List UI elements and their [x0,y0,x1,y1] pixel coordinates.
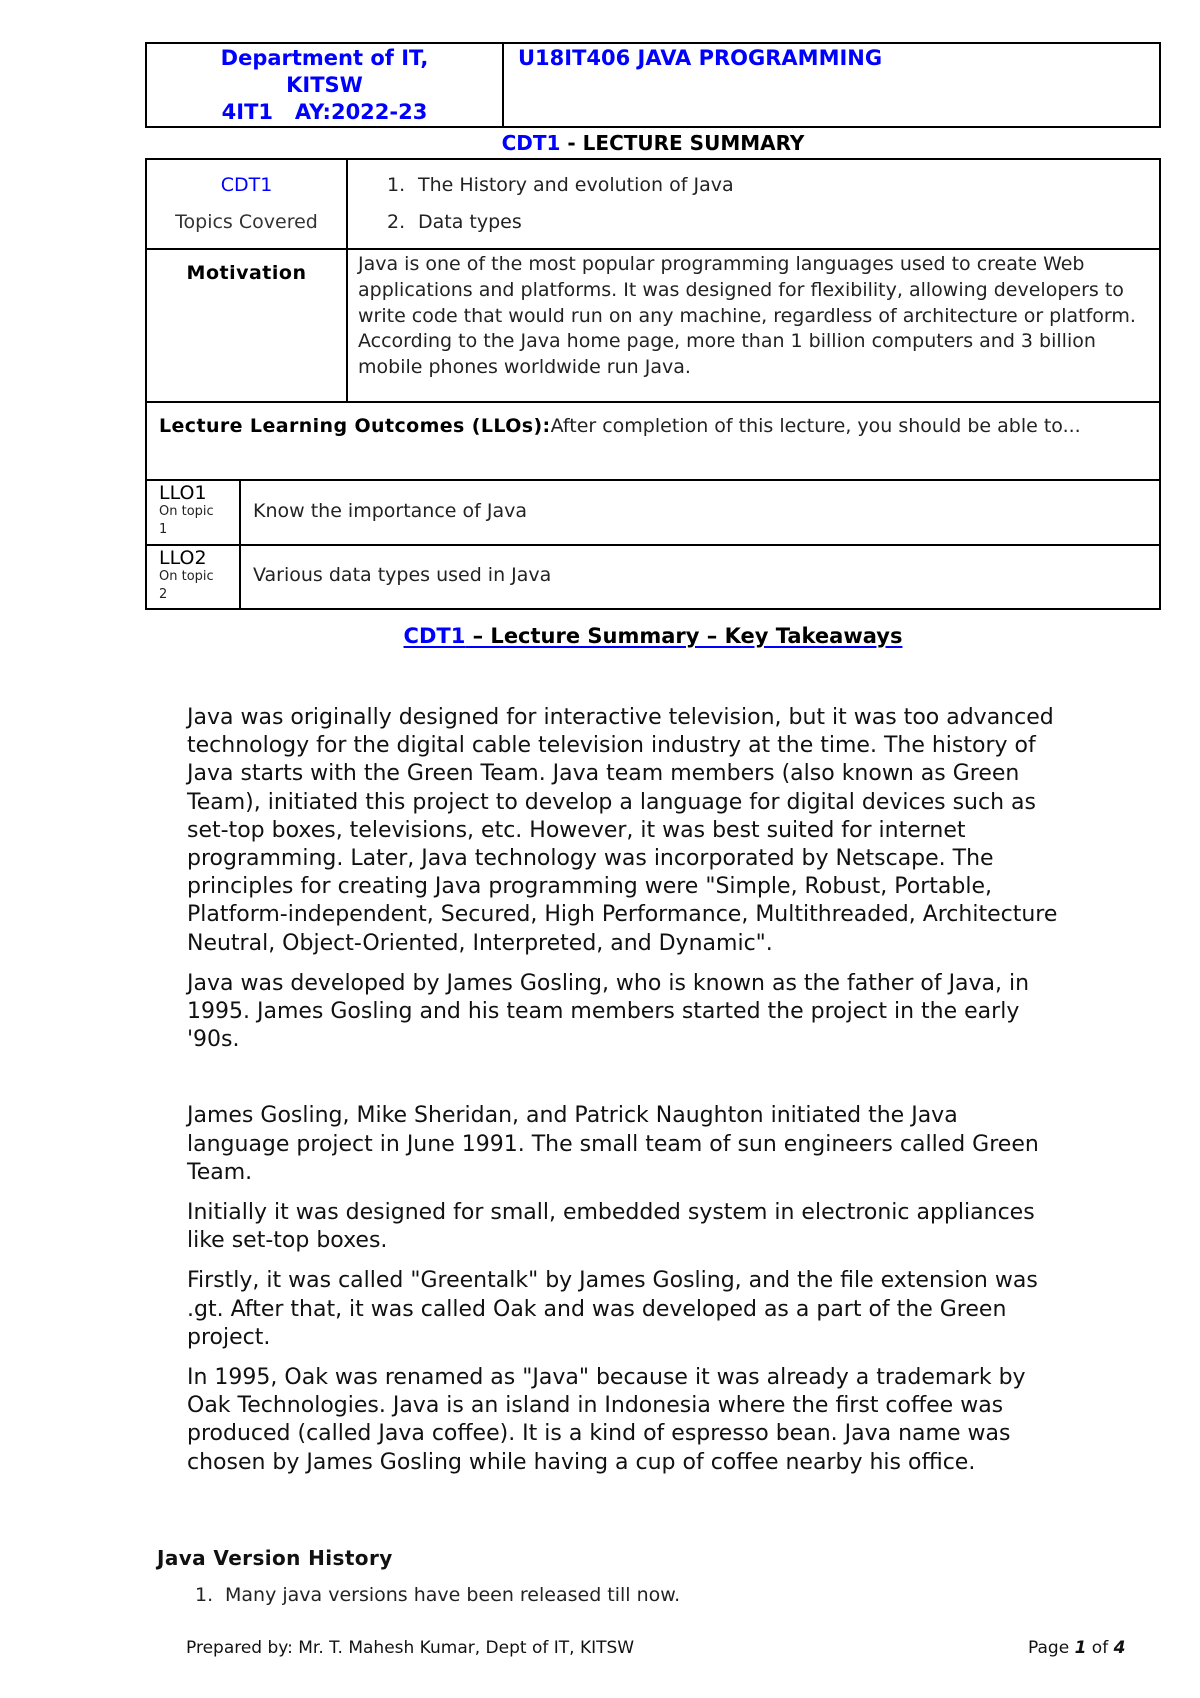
paragraph: James Gosling, Mike Sheridan, and Patrick Naughton initiated the Java language project in June 1991. The small team of sun engineers called Green Team. [187,1103,1039,1185]
topics-list [348,160,1159,248]
header-table [145,42,1161,128]
llo-row-2 [147,546,1159,608]
topic-number: 1. [387,174,406,196]
key-takeaways-body [187,704,1067,1489]
llo-heading-bold: Lecture Learning Outcomes (LLOs): [159,415,551,437]
paragraph: Java was developed by James Gosling, who is known as the father of Java, in 1995. James Gosling and his team members started the project in the early '90s. [187,970,1030,1053]
llo-id-cell [147,481,241,544]
motivation-row [147,250,1159,403]
motivation-label: Motivation [147,250,348,401]
llo-heading-text: After completion of this lecture, you should be able to... [550,415,1081,437]
llo-text: Various data types used in Java [253,564,552,586]
batch-year-line: 4IT1 AY:2022-23 [221,100,428,124]
department-line-2: KITSW [286,73,363,97]
key-takeaways-code: CDT1 [403,624,466,648]
topics-row [147,160,1159,250]
key-takeaways-heading-underlined [404,624,903,648]
topic-number: 2. [387,211,406,233]
topics-label: Topics Covered [175,211,318,233]
paragraph: Firstly, it was called "Greentalk" by James Gosling, and the file extension was .gt. After that, it was called Oak and was developed as a part of the Green project. [187,1268,1038,1350]
paragraph: Java was originally designed for interactive television, but it was too advanced technology for the digital cable television industry at the time. The history of Java starts with the Green Team. Java team members (also known as Green Team), initiated this project to develop a language for digital devices such as set-top boxes, televisions, etc. However, it was best suited for internet programming. Later, Java technology was incorporated by Netscape. The principles for creating Java programming were "Simple, Robust, Portable, Platform-independent, Secured, High Performance, Multithreaded, Architecture Neutral, Object-Oriented, Interpreted, and Dynamic". [187,705,1058,956]
llo-text: Know the importance of Java [253,499,528,522]
topic-item [387,209,1159,246]
llo-topic-number: 1 [159,522,168,537]
llo-heading-row [147,403,1159,481]
llo-topic-label: On topic [159,504,214,519]
lecture-summary-table [145,158,1161,610]
course-title: U18IT406 JAVA PROGRAMMING [518,46,883,70]
llo-heading [159,413,1081,479]
llo-id-cell [147,546,241,608]
page-of: of [1086,1638,1114,1658]
version-item-text: Many java versions have been released till now. [225,1584,681,1606]
key-takeaways-title-text: – Lecture Summary – Key Takeaways [465,624,903,648]
department-cell [147,44,504,126]
page-current: 1 [1074,1638,1087,1658]
topics-code: CDT1 [220,174,273,196]
paragraph: In 1995, Oak was renamed as "Java" because it was already a trademark by Oak Technologies. Java is an island in Indonesia where the first coffee was produced (called Java coffee). It is a kind of espresso bean. Java name was chosen by James Gosling while having a cup of coffee nearby his office. [187,1365,1026,1475]
llo-id: LLO1 [159,482,207,504]
version-item-number: 1. [195,1584,214,1606]
page-total: 4 [1113,1638,1126,1658]
department-line-1: Department of IT, [220,46,429,70]
motivation-text: Java is one of the most popular programming languages used to create Web applications and platforms. It was designed for flexibility, allowing developers to write code that would run on any machine, regardless of architecture or platform. According to the Java home page, more than 1 billion computers and 3 billion mobile phones worldwide run Java. [358,253,1136,379]
lecture-summary-title [145,130,1161,156]
version-history-heading: Java Version History [157,1546,393,1570]
version-history-item [195,1582,680,1608]
footer-prepared-by: Prepared by: Mr. T. Mahesh Kumar, Dept of IT, KITSW [186,1638,635,1658]
page-prefix: Page [1028,1638,1075,1658]
footer-page-number [1028,1637,1125,1659]
llo-id: LLO2 [159,547,207,569]
topics-label-cell [147,160,348,248]
llo-row-1 [147,481,1159,546]
llo-topic-label: On topic [159,569,214,584]
llo-topic-number: 2 [159,587,168,602]
paragraph: Initially it was designed for small, embedded system in electronic appliances like set-top boxes. [187,1200,1035,1254]
summary-title-code: CDT1 [501,131,561,155]
topic-item [387,172,1159,209]
summary-title-text: - LECTURE SUMMARY [560,131,805,155]
key-takeaways-heading [145,622,1161,650]
topic-text: The History and evolution of Java [418,174,734,196]
topic-text: Data types [418,211,522,233]
